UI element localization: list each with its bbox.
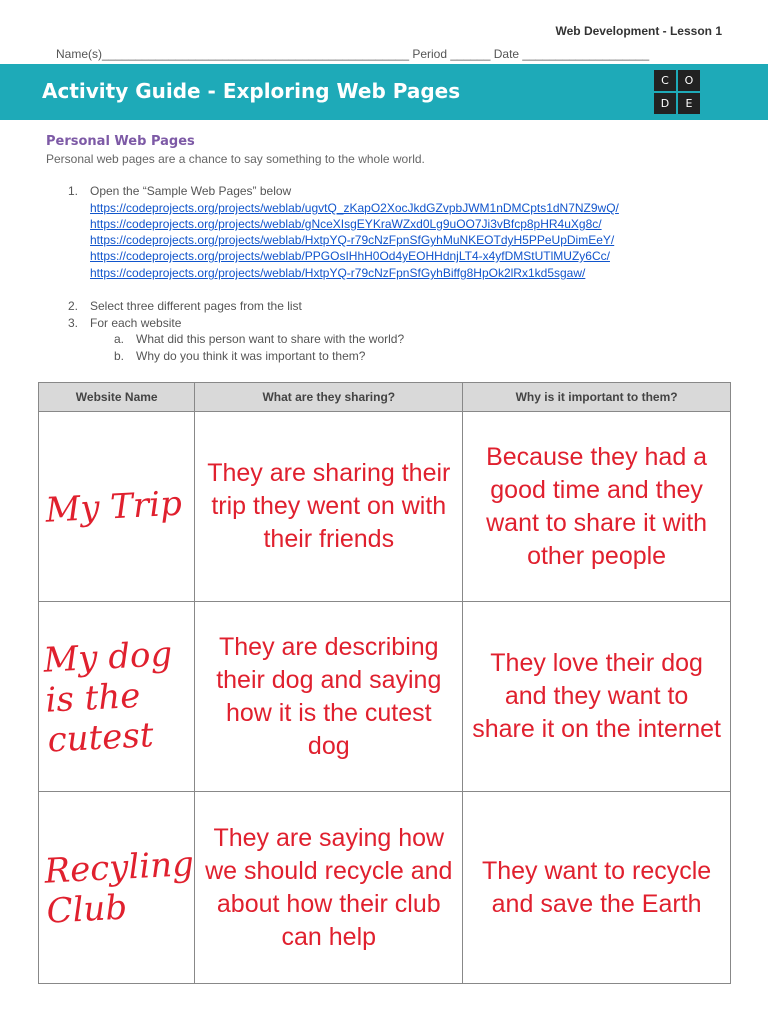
title-banner	[0, 64, 768, 120]
table-header-row	[39, 383, 731, 412]
section-title: Personal Web Pages	[46, 134, 195, 149]
table-row	[39, 412, 731, 602]
substep-text: Why do you think it was important to them?	[136, 349, 366, 363]
step-number: 2.	[68, 299, 79, 313]
sample-page-link-2[interactable]: https://codeprojects.org/projects/weblab/gNceXIsgEYKraWZxd0Lg9uOO7Ji3vBfcp8pHR4uXg8c/	[90, 217, 602, 231]
page-title: Activity Guide - Exploring Web Pages	[42, 79, 461, 103]
substep-letter: a.	[114, 332, 125, 346]
sample-page-link-3[interactable]: https://codeprojects.org/projects/weblab/HxtpYQ-r79cNzFpnSfGyhMuNKEOTdyH5PPeUpDimEeY/	[90, 233, 615, 247]
website-name-cell: My dog is the cutest	[34, 598, 200, 796]
code-org-logo	[653, 69, 701, 115]
substep-b	[114, 349, 365, 363]
sharing-cell: They are saying how we should recycle and about how their club can help	[195, 792, 463, 984]
why-cell: They love their dog and they want to share it on the internet	[463, 602, 731, 792]
website-table	[38, 382, 731, 984]
sharing-cell: They are describing their dog and saying how it is the cutest dog	[195, 602, 463, 792]
section-description: Personal web pages are a chance to say something to the whole world.	[46, 152, 425, 166]
sharing-cell: They are sharing their trip they went on with their friends	[195, 412, 463, 602]
why-cell: They want to recycle and save the Earth	[463, 792, 731, 984]
step-text: Open the “Sample Web Pages” below	[90, 184, 292, 198]
header-what-sharing: What are they sharing?	[195, 383, 463, 412]
step-3	[68, 316, 181, 330]
logo-letter: E	[677, 92, 701, 115]
sample-page-link-5[interactable]: https://codeprojects.org/projects/weblab/HxtpYQ-r79cNzFpnSfGyhBiffg8HpOk2lRx1kd5sgaw/	[90, 266, 586, 280]
sample-page-link-4[interactable]: https://codeprojects.org/projects/weblab/PPGOsIHhH0Od4yEOHHdnjLT4-x4yfDMStUTlMUZy6Cc/	[90, 249, 610, 263]
step-text: Select three different pages from the list	[90, 299, 302, 313]
step-2	[68, 299, 302, 313]
header-website-name: Website Name	[39, 383, 195, 412]
website-name-cell: My Trip	[34, 408, 200, 606]
table-row	[39, 602, 731, 792]
step-text: For each website	[90, 316, 182, 330]
substep-text: What did this person want to share with the world?	[136, 332, 405, 346]
step-number: 1.	[68, 184, 79, 198]
logo-letter: D	[653, 92, 677, 115]
why-cell: Because they had a good time and they want to share it with other people	[463, 412, 731, 602]
website-name-cell: Recyling Club	[34, 788, 200, 988]
step-number: 3.	[68, 316, 79, 330]
sample-page-link-1[interactable]: https://codeprojects.org/projects/weblab/ugvtQ_zKapO2XocJkdGZvpbJWM1nDMCpts1dN7NZ9wQ/	[90, 201, 619, 215]
table-row	[39, 792, 731, 984]
lesson-label: Web Development - Lesson 1	[555, 24, 722, 38]
substep-letter: b.	[114, 349, 125, 363]
logo-letter: C	[653, 69, 677, 92]
logo-letter: O	[677, 69, 701, 92]
step-1	[68, 184, 291, 198]
substep-a	[114, 332, 404, 346]
name-period-date-line: Name(s)______________________________________________ Period ______ Date ___________________	[56, 47, 650, 61]
header-why-important: Why is it important to them?	[463, 383, 731, 412]
